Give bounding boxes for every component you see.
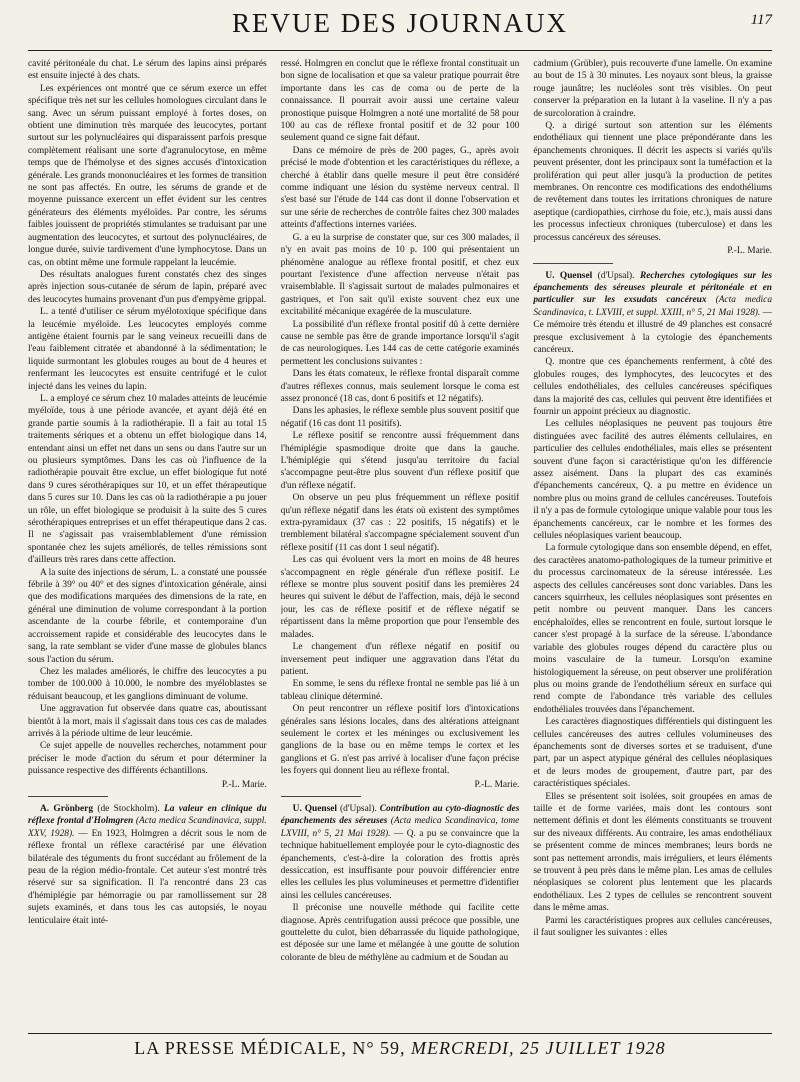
paragraph: ressé. Holmgren en conclut que le réflexe frontal constituait un bon signe de localisation et que sa valeur pratique pourrait être importante dans les cas de coma ou de perte de la connaissance. Il pourrait avoir aussi une certaine valeur pronostique puisque Holmgren a noté une mortalité de 58 pour 100 au cas de réflexe frontal positif et de 32 pour 100 seulement quand ce signe fait défaut.: [280, 59, 520, 144]
paragraph: La formule cytologique dans son ensemble dépend, en effet, des caractères anatomo-pathologiques de la tumeur primitive et du processus carcinomateux de la séreuse intéressée. Les aspects des cellules cancéreuses sont donc variables. Dans les cancers squirrheux, les cellules néoplasiques sont présentes en petit nombre ou peuvent manquer. Dans les cancers encéphaloïdes, elles se rencontrent en foule, surtout lorsque le cancer s'est propagé à la surface de la séreuse. L'abondance variable des globules rouges dépend du caractère plus ou moins vasculaire de la tumeur. Lorsqu'on examine histologiquement la séreuse, on peut observer une prolifération plus ou moins grande de l'endothélium séreux en surface qui rend compte de l'abondance très variable des cellules endothéliales trouvées dans l'épanchement.: [533, 543, 772, 715]
article-gronberg: [28, 803, 267, 927]
paragraph: Parmi les caractéristiques propres aux cellules cancéreuses, il faut souligner les suivantes : elles: [533, 915, 772, 939]
article-title: Contribution au cyto-diagnostic des épanchements des séreuses: [280, 803, 520, 827]
paragraph: On observe un peu plus fréquemment un réflexe positif qu'un réflexe négatif dans les états où existent des symptômes extra-pyramidaux (37 cas : 22 positifs, 15 négatifs) et le tremblement bilatéral s'accompagne spécialement souvent d'un réflexe positif (11 cas dont 1 seul négatif).: [280, 493, 520, 553]
article-text: — Q. a pu se convaincre que la technique habituellement employée pour le cyto-diagnostic des épanchements, c'est-à-dire la coloration des frottis après dessiccation, est insuffisante pour pouvoir différencier entre elles les cellules les plus volumineuses et permettre d'identifier ainsi les cellules cancéreuses.: [280, 828, 520, 901]
article-separator: [533, 263, 613, 264]
article-author: U. Quensel: [545, 270, 593, 281]
article-title: La valeur en clinique du réflexe frontal d'Holmgren: [28, 803, 267, 827]
paragraph: Les caractères diagnostiques différentiels qui distinguent les cellules cancéreuses des autres cellules volumineuses des épanchements sont de diverses sortes et se traduisent, d'une part, par un aspect atypique général des cellules néoplasiques et de leurs modes de groupement, d'autre part, par des caractéristiques spéciales.: [533, 717, 772, 790]
footer-date: MERCREDI, 25 JUILLET 1928: [411, 1038, 666, 1058]
paragraph: On peut rencontrer un réflexe positif lors d'intoxications générales sans lésions locales, dans des altérations atteignant seulement le cortex et les méninges ou exclusivement les ganglions de la base ou en même temps le cortex et les ganglions et G. n'est pas arrivé à localiser d'une façon précise les foyers qui donnent lieu au réflexe frontal.: [280, 704, 520, 777]
column-3: [533, 58, 772, 1030]
paragraph: Elles se présentent soit isolées, soit groupées en amas de taille et de forme variées, mais dont les contours sont nettement définis et dont les éléments constituants se trouvent sur des niveaux différents. Au contraire, les amas endothéliaux se présentent comme de minces membranes; leurs bords ne sont pas nettement arrondis, mais irréguliers, et leurs éléments se trouvent à peu près dans le même plan. Les amas de cellules néoplasiques se colorent plus lentement que les placards endothéliaux. Les 2 types de cellules se rencontrent souvent dans le même amas.: [533, 791, 772, 914]
article-author: A. Grönberg: [40, 803, 94, 814]
article-title: Recherches cytologiques sur les épanchements des séreuses pleurale et péritonéale et en particulier sur les exsudats cancéreux: [533, 270, 772, 306]
paragraph: Q. a dirigé surtout son attention sur les éléments endothéliaux qui tiennent une place prépondérante dans les épanchements chroniques. Il décrit les aspects si variés qu'ils peuvent présenter, dont les principaux sont la tuméfaction et la prolifération qui peut aller jusqu'à la production de petites membranes. On rencontre ces modifications des endothéliums de revêtement dans toutes les irritations chroniques de nature aseptique (cardiopathies, cirrhose du foie, etc.), mais aussi dans les processus infectieux chroniques (tuberculose) et dans les processus cancéreux des séreuses.: [533, 121, 772, 243]
paragraph: Les cellules néoplasiques ne peuvent pas toujours être distinguées avec facilité des autres éléments cellulaires, en particulier des cellules endothéliales, mais elles se présentent souvent d'une façon si caractéristique qu'on les différencie assez aisément. Dans la plupart des cas examinés d'épanchements cancéreux, Q. a pu mettre en évidence un nombre plus ou moins grand de cellules cancéreuses. Toutefois il n'y a pas de formule cytologique unique valable pour tous les épanchements cancéreux, car le nombre et les formes des cellules néoplasiques varient beaucoup.: [533, 419, 772, 542]
author-signature: P.-L. Marie.: [474, 779, 520, 790]
page-header: [28, 8, 772, 48]
article-source: (Acta medica Scandinavica, tome LXVIII, n° 5, 21 Mai 1928).: [280, 816, 520, 839]
paragraph: Il préconise une nouvelle méthode qui facilite cette diagnose. Après centrifugation aussi précoce que possible, une gouttelette du culot, bien débarrassée du liquide pathologique, est déposée sur une lame et mélangée à une goutte de solution colorante de bleu de méthylène au cadmium et de Soudan au: [280, 903, 520, 963]
article-quensel-contribution: [281, 803, 520, 902]
article-text: — En 1923, Holmgren a décrit sous le nom de réflexe frontal un réflexe caractérisé par une élévation bilatérale des téguments du front succédant au frôlement de la peau de la région médio-frontale. Cet auteur s'est montré très réservé sur sa signification. Il l'a rencontré dans 23 cas d'hémiplégie par hémorragie ou par ramollissement sur 28 sujets examinés, et dans tous les cas autopsiés, le noyau lenticulaire était inté-: [28, 828, 267, 926]
page-number: 117: [750, 12, 772, 28]
article-separator: [28, 796, 108, 797]
column-2: [281, 58, 520, 1030]
author-signature: P.-L. Marie.: [221, 779, 267, 790]
article-text: — Ce mémoire très étendu et illustré de 49 planches est consacré presque exclusivement à la cytologie des épanchements cancéreux.: [533, 307, 772, 355]
paragraph: Le changement d'un réflexe négatif en positif ou inversement peut indiquer une aggravation dans l'état du patient.: [280, 642, 520, 677]
paragraph: Dans les aphasies, le réflexe semble plus souvent positif que négatif (16 cas dont 11 positifs).: [280, 406, 520, 429]
article-separator: [281, 796, 361, 797]
paragraph: En somme, le sens du réflexe frontal ne semble pas lié à un tableau clinique déterminé.: [280, 679, 520, 702]
paragraph: Des résultats analogues furent constatés chez des singes après injection sous-cutanée de sérum de lapin, préparé avec des leucocytes humains provenant d'un pus d'empyème grippal.: [28, 269, 267, 305]
paragraph: L. a tenté d'utiliser ce sérum myélotoxique spécifique dans la leucémie myéloïde. Les leucocytes employés comme antigène étaient fournis par le sang veineux recueilli dans de l'eau faiblement citratée et abandonné à la sédimentation; le liquide surmontant les globules rouges au bout de 4 heures et renfermant les leucocytes est ensuite centrifugé et le culot injecté dans les veines du lapin.: [28, 307, 267, 392]
article-author: U. Quensel: [292, 803, 338, 814]
journal-section-title: REVUE DES JOURNAUX: [231, 8, 568, 38]
article-affiliation: (de Stockholm).: [93, 803, 165, 814]
paragraph: Ce sujet appelle de nouvelles recherches, notamment pour préciser le mode d'action du sérum et pour déterminer la puissance respective des différents échantillons.: [28, 741, 267, 777]
paragraph: La possibilité d'un réflexe frontal positif dû à cette dernière cause ne semble pas être de grande importance lorsqu'il s'agit de cas neurologiques. Les 144 cas de cette catégorie examinés permettent les conclusions suivantes :: [280, 319, 520, 367]
article-quensel-recherches: [533, 270, 772, 357]
paragraph: Une aggravation fut observée dans quatre cas, aboutissant bientôt à la mort, mais il s'agissait dans tous ces cas de malades arrivés à la période ultime de leur leucémie.: [28, 704, 267, 739]
paragraph: Chez les malades améliorés, le chiffre des leucocytes a pu tomber de 100.000 à 10.000, le nombre des myéloblastes se réduisant beaucoup, et les ganglions diminuant de volume.: [28, 666, 267, 702]
paragraph: A la suite des injections de sérum, L. a constaté une poussée fébrile à 39° ou 40° et des signes d'intoxication générale, ainsi que des modifications marquées des dimensions de la rate, en général une diminution de volume correspondant à la portion ascendante de la courbe fébrile, et contemporaine d'un accroissement rapide et considérable des leucocytes dans le sang, la rate semblant se vider d'une masse de globules blancs sous l'action du sérum.: [28, 567, 267, 665]
paragraph: G. a eu la surprise de constater que, sur ces 300 malades, il n'y en avait pas moins de 10 p. 100 qui présentaient un phénomène analogue au réflexe frontal positif, et chez eux pourtant l'existence d'une affection nerveuse n'était pas vraisemblable. Il s'agissait surtout de malades pulmonaires et gastriques, et l'on sait qu'il existe souvent chez eux une excitabilité mécanique exagérée de la musculature.: [280, 232, 520, 318]
paragraph: Dans les états comateux, le réflexe frontal disparaît comme d'autres réflexes connus, mais seulement lorsque le coma est assez prononcé (18 cas, dont 6 positifs et 12 négatifs).: [280, 369, 520, 404]
paragraph: Les cas qui évoluent vers la mort en moins de 48 heures s'accompagnent en règle générale d'un réflexe positif. Le réflexe se montre plus souvent positif dans les premières 24 heures qui suivent le début de l'affection, mais, déjà le second jour, les cas de réflexe positif et de réflexe négatif se répartissent dans la même proportion que pour l'ensemble des malades.: [280, 555, 520, 640]
column-1: [28, 58, 267, 1030]
article-columns: [28, 58, 772, 1030]
paragraph: L. a employé ce sérum chez 10 malades atteints de leucémie myéloïde, tous à une période avancée, et ayant déjà été en grande partie soumis à la radiothérapie. Il a fait au total 15 traitements sériques et a obtenu un effet biologique dans 14, entendant ainsi un effet net dans un sens ou dans l'autre sur un ou plusieurs symptômes. Dans les cas où l'influence de la radiothérapie pouvait être exclue, un effet biologique fut noté dans 9 cures sérothérapiques sur 10, et un effet thérapeutique dans 5 cures sur 10. Dans les cas où la radiothérapie a pu jouer un rôle, un effet biologique se produisit à la suite des 5 cures sérothérapiques entreprises et un effet thérapeutique dans 2 cas. Il ne s'agissait pas vraisemblablement d'une rémission spontanée chez les sujets améliorés, de telles rémissions sont d'ailleurs très rares dans cette affection.: [28, 393, 267, 566]
header-rule: [28, 50, 772, 51]
paragraph: cadmium (Grübler), puis recouverte d'une lamelle. On examine au bout de 15 à 30 minutes. Les noyaux sont bleus, la graisse rouge jaunâtre; les nucléoles sont très visibles. On peut conserver la préparation en la lutant à la vaseline. Il n'y a pas de surcoloration à craindre.: [533, 59, 772, 119]
page-footer: [28, 1038, 772, 1059]
article-affiliation: (d'Upsal).: [337, 803, 380, 814]
article-source: (Acta medica Scandinavica, suppl. XXV, 1928).: [28, 816, 267, 839]
article-source: (Acta medica Scandinavica, t. LXVIII, et suppl. XXIII, n° 5, 21 Mai 1928).: [533, 295, 772, 318]
paragraph: Dans ce mémoire de près de 200 pages, G., après avoir précisé le mode d'obtention et les caractéristiques du réflexe, a cherché à établir dans quelle mesure il peut être considéré comme indiquant une lésion du système nerveux central. Il s'est basé sur l'étude de 144 cas dont il donne l'observation et sur une série de recherches de contrôle faites chez 300 malades atteints d'affections internes variées.: [280, 145, 520, 231]
paragraph: Q. montre que ces épanchements renferment, à côté des globules rouges, des lymphocytes, des leucocytes et des cellules endothéliales, des cellules cancéreuses spécifiques dans la majorité des cas, cellules qui peuvent être identifiées et fournir un appoint précieux au diagnostic.: [533, 357, 772, 417]
paragraph: cavité péritonéale du chat. Le sérum des lapins ainsi préparés est ensuite injecté à des chats.: [28, 59, 267, 82]
footer-journal: LA PRESSE MÉDICALE, N° 59,: [134, 1038, 406, 1058]
article-affiliation: (d'Upsal).: [592, 270, 640, 281]
paragraph: Le réflexe positif se rencontre aussi fréquemment dans l'hémiplégie spasmodique droite que dans la gauche. L'hémiplégie qui s'étend jusqu'au territoire du facial s'accompagne peut-être plus souvent d'un réflexe positif que d'un réflexe négatif.: [280, 431, 520, 491]
paragraph: Les expériences ont montré que ce sérum exerce un effet spécifique très net sur les cellules homologues circulant dans le sang. Avec un sérum puissant employé à fortes doses, on obtient une diminution très marquée des leucocytes, portant surtout sur les polynucléaires qui disparaissent parfois presque complètement réalisant une sorte d'agranulocytose, en même temps que de l'hémolyse et des signes accusés d'intoxication générale. Les grands mononucléaires et les formes de transition ne sont pas affectés. En outre, les sérums de grande et de moyenne puissance exercent un effet évident sur les centres générateurs des éléments myéloïdes. Par contre, les sérums faibles jouissent de propriétés stimulantes se traduisant par une augmentation des leucocytes, et surtout des polynucléaires, de longue durée, suivie tardivement d'une lymphocytose. Dans un cas, on obtint même une formule rappelant la leucémie.: [28, 83, 267, 268]
author-signature: P.-L. Marie.: [727, 246, 772, 257]
footer-rule: [28, 1033, 772, 1034]
